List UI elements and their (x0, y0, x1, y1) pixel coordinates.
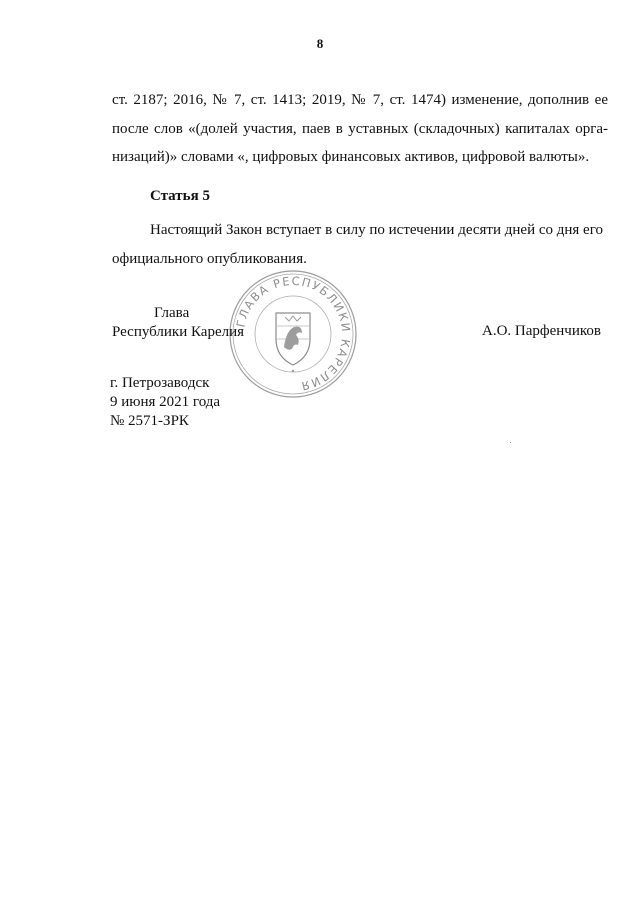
paragraph-line: официального опубликования. (112, 250, 307, 267)
article-heading: Статья 5 (150, 188, 210, 204)
city: г. Петрозаводск (110, 375, 210, 391)
date: 9 июня 2021 года (110, 394, 221, 410)
paragraph-amendment (112, 86, 608, 172)
article-5-text (112, 216, 608, 273)
scan-speck (510, 442, 511, 443)
page-number: 8 (316, 36, 324, 51)
signatory-name: А.О. Парфенчиков (482, 323, 601, 339)
paragraph-line: Настоящий Закон вступает в силу по истечении десяти дней со дня его (150, 222, 603, 238)
place-and-date (110, 374, 220, 431)
signatory-title-line: Глава (154, 305, 190, 321)
signatory-title (112, 304, 252, 342)
paragraph-line: низаций)» словами «, цифровых финансовых активов, цифровой валюты». (112, 149, 590, 165)
seal-text: ГЛАВА РЕСПУБЛИКИ КАРЕЛИЯ (233, 273, 354, 394)
law-number: № 2571-ЗРК (110, 413, 189, 429)
signatory-title-line: Республики Карелия (112, 324, 245, 340)
paragraph-line: после слов «(долей участия, паев в уставных (складочных) капиталах орга- (112, 120, 608, 137)
paragraph-line: ст. 2187; 2016, № 7, ст. 1413; 2019, № 7, ст. 1474) изменение, дополнив ее (112, 92, 608, 108)
coat-of-arms-emblem (276, 313, 310, 372)
